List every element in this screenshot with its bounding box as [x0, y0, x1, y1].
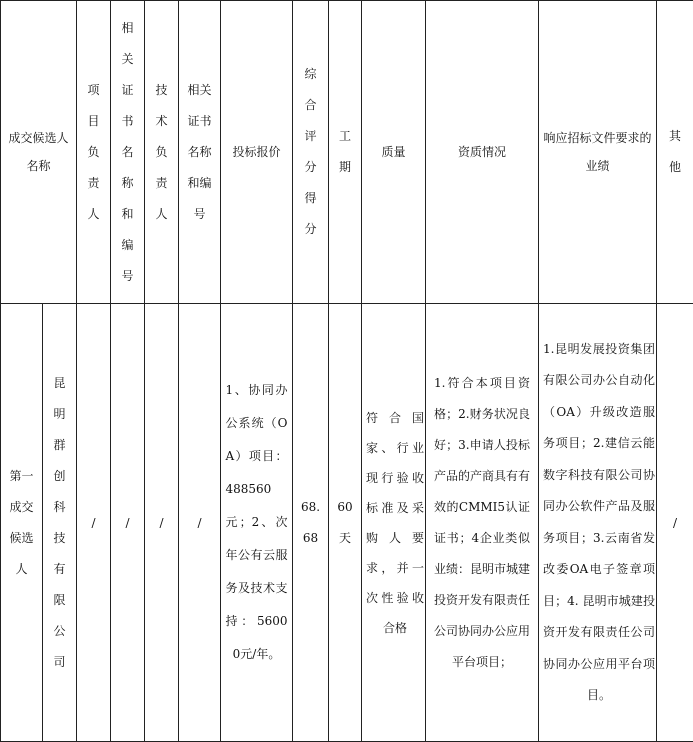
- header-other: 其他: [657, 1, 693, 304]
- header-qualification: 资质情况: [426, 1, 539, 304]
- header-performance: 响应招标文件要求的业绩: [539, 1, 657, 304]
- cell-duration: 60天: [329, 304, 362, 742]
- header-tech-cert: 相关证书名称和编号: [179, 1, 221, 304]
- cell-project-leader: /: [77, 304, 111, 742]
- cell-other: /: [657, 304, 693, 742]
- cell-related-cert: /: [111, 304, 145, 742]
- header-row: [1, 1, 693, 304]
- cell-bid-price: 1、协同办公系统（OA）项目：488560元；2、次年公有云服务及技术支持：56000元/年。: [221, 304, 293, 742]
- header-tech-leader: 技术负责人: [145, 1, 179, 304]
- cell-company: 昆明群创科技有限公司: [43, 304, 77, 742]
- header-score: 综合评分得分: [293, 1, 329, 304]
- cell-tech-leader: /: [145, 304, 179, 742]
- cell-tech-cert: /: [179, 304, 221, 742]
- cell-qualification: 1.符合本项目资格；2.财务状况良好；3.申请人投标产品的产商具有有效的CMMI5认证证书；4企业类似业绩：昆明市城建投资开发有限责任公司协同办公应用平台项目；: [426, 304, 539, 742]
- header-related-cert: 相关证书名称和编号: [111, 1, 145, 304]
- header-duration: 工期: [329, 1, 362, 304]
- cell-rank: 第一成交候选人: [1, 304, 43, 742]
- header-bid-price: 投标报价: [221, 1, 293, 304]
- header-quality: 质量: [362, 1, 426, 304]
- candidate-row: [1, 304, 693, 742]
- cell-score: 68.68: [293, 304, 329, 742]
- cell-quality: 符合国家、行业现行验收标准及采购人要求，并一次性验收合格: [362, 304, 426, 742]
- header-project-leader: 项目负责人: [77, 1, 111, 304]
- header-candidate-name: 成交候选人名称: [1, 1, 77, 304]
- cell-performance: 1.昆明发展投资集团有限公司办公自动化（OA）升级改造服务项目；2.建信云能数字科技有限公司协同办公软件产品及服务项目；3.云南省发改委OA电子签章项目；4. 昆明市城建投资开发有限责任公司协同办公应用平台项目。: [539, 304, 657, 742]
